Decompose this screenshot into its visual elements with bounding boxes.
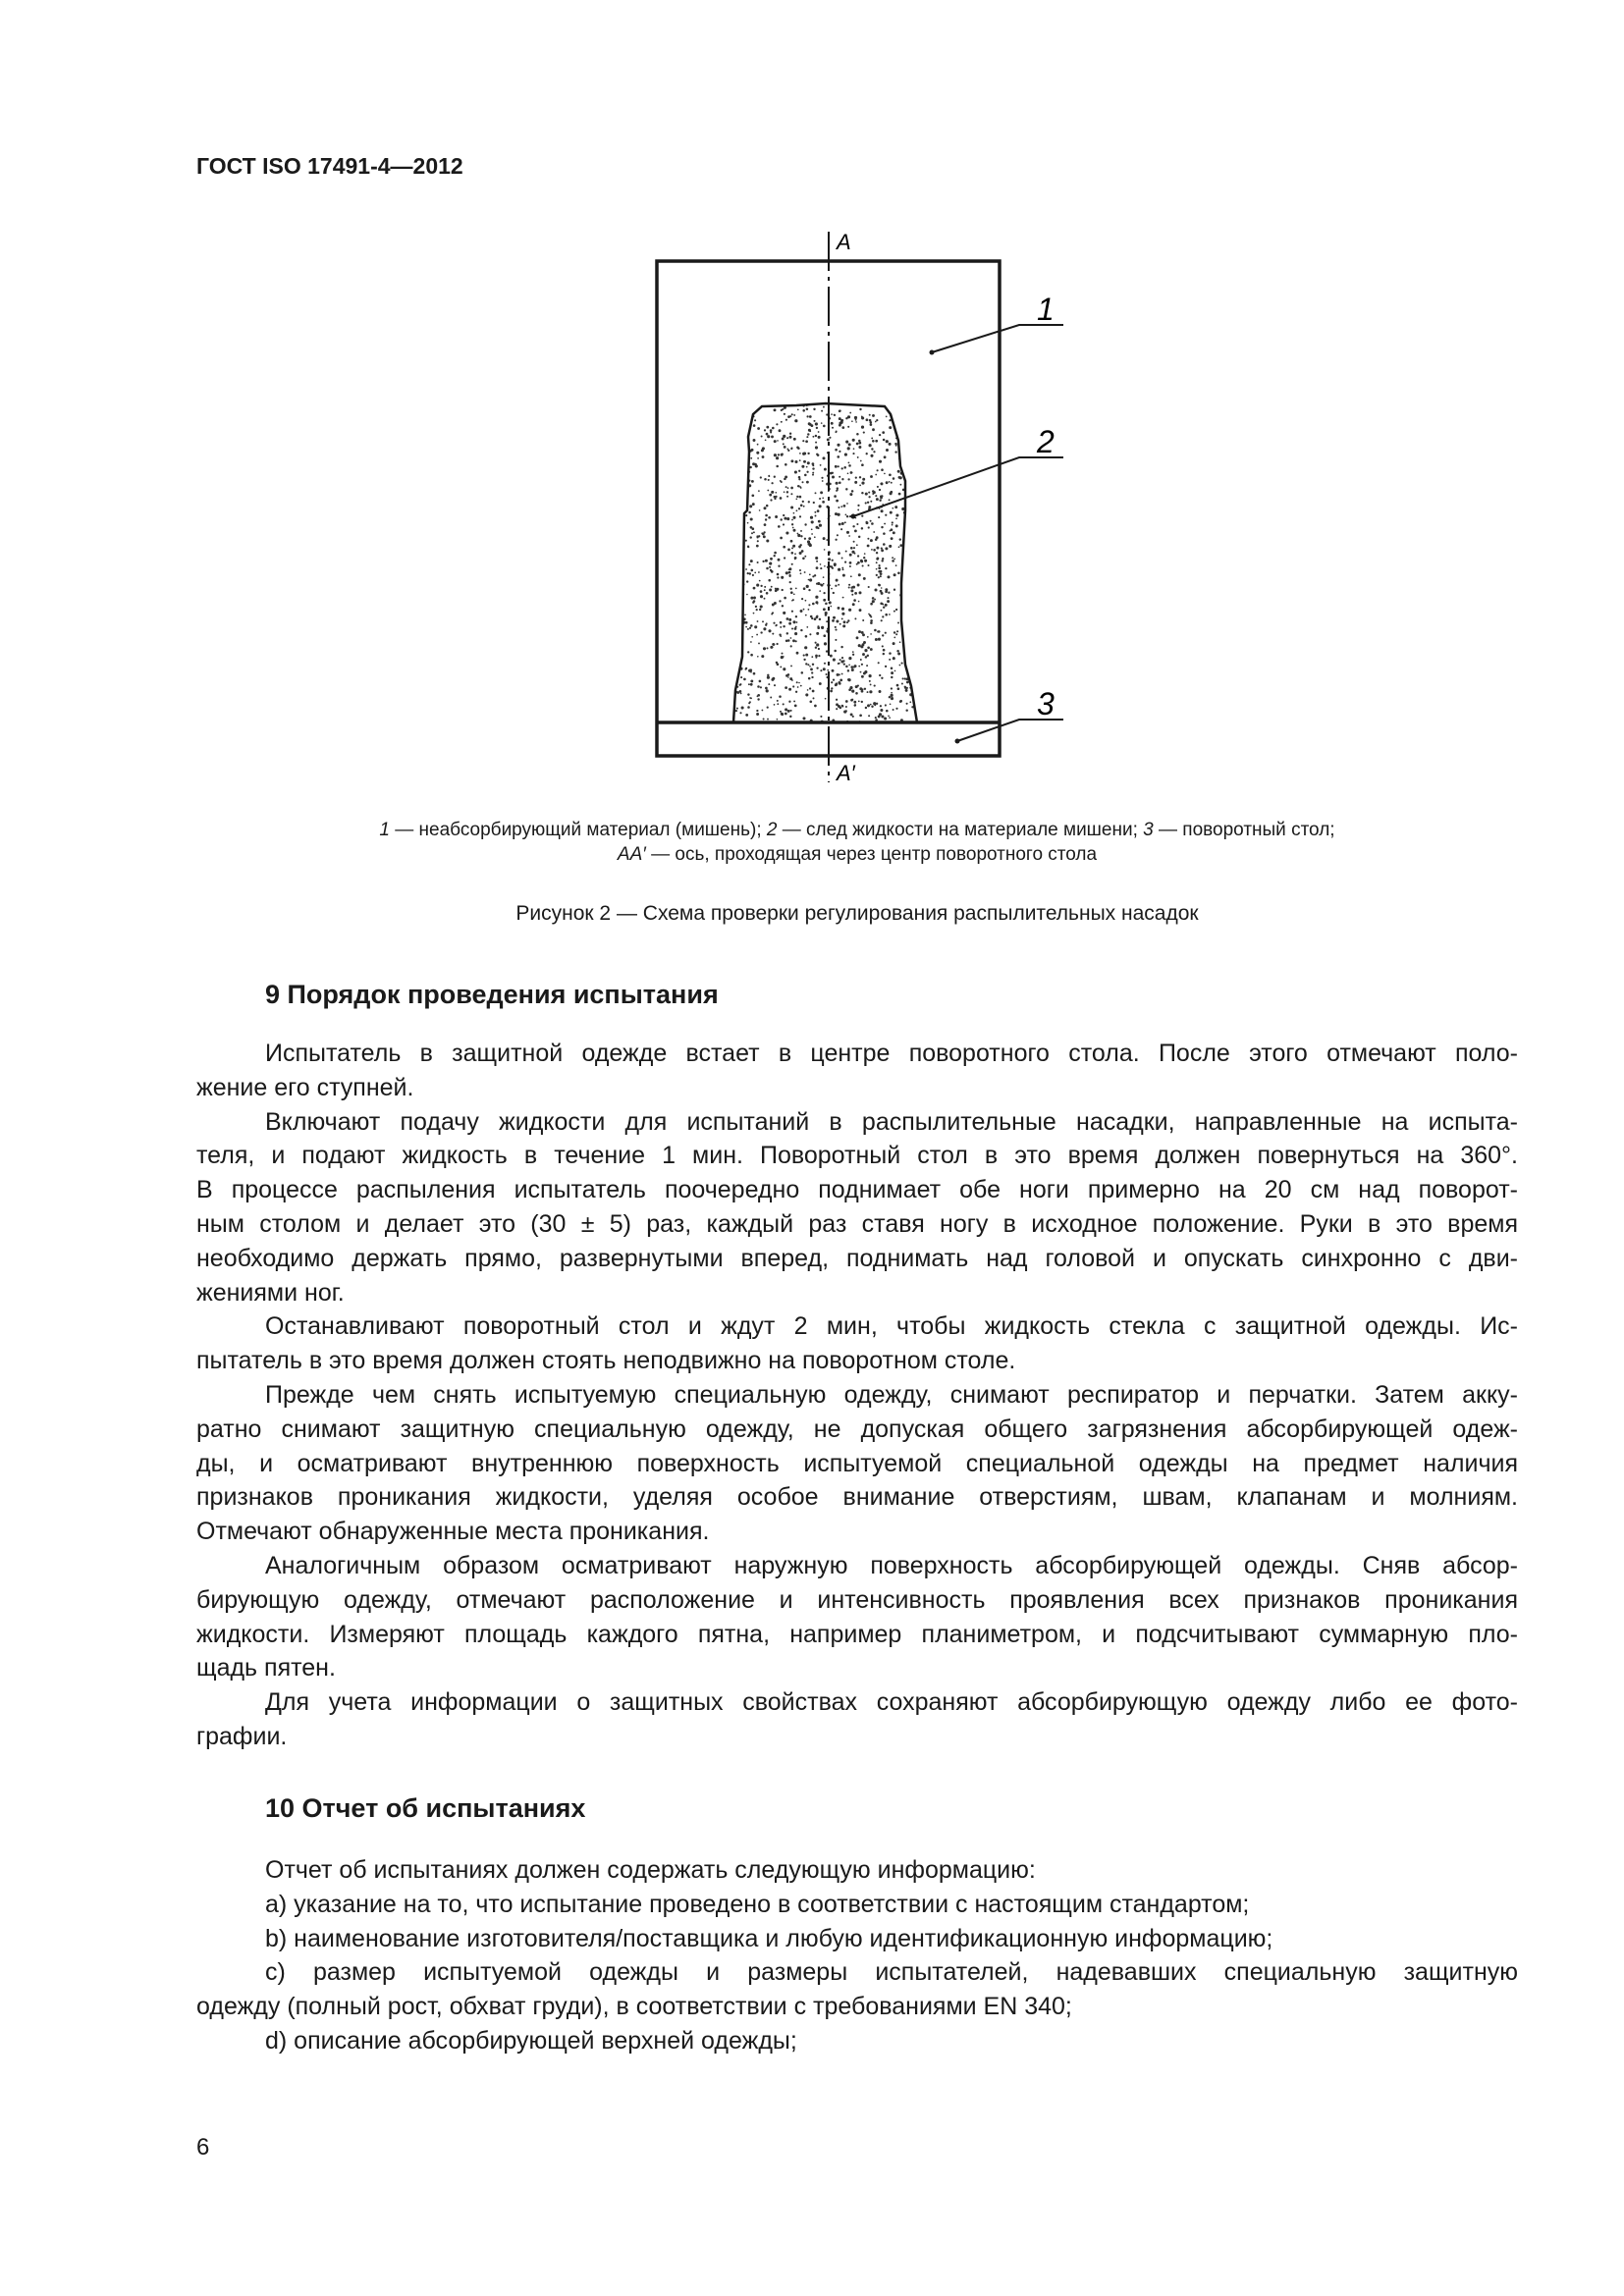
legend-key: 1 (379, 820, 390, 840)
text-line: Включают подачу жидкости для испытаний в распылительные насадки, направленные на испыта- (265, 1107, 1518, 1136)
text-line: признаков проникания жидкости, уделяя особое внимание отверстиям, швам, клапанам и молниям. (196, 1483, 1518, 1512)
text-line: щадь пятен. (196, 1654, 336, 1682)
paragraph (196, 1888, 1518, 1922)
paragraph (196, 1853, 1518, 1888)
liquid-stain (731, 400, 921, 726)
legend-key: AA′ (617, 844, 646, 865)
leader-3 (955, 686, 1064, 744)
legend-key: 2 (766, 820, 778, 840)
paragraph (196, 1922, 1518, 1956)
text-line: Для учета информации о защитных свойствах сохраняют абсорбирующую одежду либо ее фото- (265, 1688, 1518, 1717)
axis-label-bottom: A′ (837, 761, 855, 785)
paragraph (196, 1309, 1518, 1378)
text-line: жение его ступней. (196, 1073, 414, 1101)
paragraph (196, 2024, 1518, 2058)
text-line: Останавливают поворотный стол и ждут 2 мин, чтобы жидкость стекла с защитной одежды. Ис- (265, 1312, 1518, 1341)
text-line: ным столом и делает это (30 ± 5) раз, каждый раз ставя ногу в исходное положение. Руки в это время (196, 1209, 1518, 1238)
section-9-heading: 9 Порядок проведения испытания (265, 980, 719, 1009)
text-line: жидкости. Измеряют площадь каждого пятна, например планиметром, и подсчитывают суммарную пло- (196, 1620, 1518, 1648)
legend-line-2 (196, 842, 1518, 867)
section-10-body (196, 1853, 1518, 2058)
figure-2-diagram (0, 0, 1624, 805)
document-header: ГОСТ ISO 17491-4—2012 (196, 153, 463, 179)
text-line: пытатель в это время должен стоять неподвижно на поворотном столе. (196, 1347, 1016, 1375)
legend-text: — ось, проходящая через центр поворотного стола (645, 844, 1098, 865)
label-1: 1 (1037, 292, 1055, 327)
text-line: Прежде чем снять испытуемую специальную одежду, снимают респиратор и перчатки. Затем акку- (265, 1380, 1518, 1409)
text-line: В процессе распыления испытатель поочередно поднимает обе ноги примерно на 20 см над поворот- (196, 1176, 1518, 1204)
paragraph (196, 1955, 1518, 2024)
text-line: одежду (полный рост, обхват груди), в соответствии с требованиями EN 340; (196, 1993, 1072, 2021)
text-line: необходимо держать прямо, развернутыми вперед, поднимать над головой и опускать синхронно с дви- (196, 1244, 1518, 1272)
axis-label-top: A (837, 230, 851, 254)
leader-1 (930, 292, 1064, 355)
text-line: графии. (196, 1722, 288, 1750)
text-line: a) указание на то, что испытание проведено в соответствии с настоящим стандартом; (265, 1890, 1250, 1918)
text-line: Отчет об испытаниях должен содержать следующую информацию: (265, 1856, 1036, 1884)
legend-line-1 (196, 818, 1518, 842)
paragraph (196, 1685, 1518, 1754)
text-line: ды, и осматривают внутреннюю поверхность испытуемой специальной одежды на предмет наличия (196, 1449, 1518, 1477)
text-line: Испытатель в защитной одежде встает в центре поворотного стола. После этого отмечают поло- (265, 1040, 1518, 1067)
paragraph (196, 1105, 1518, 1310)
section-9-body (196, 1037, 1518, 1754)
label-3: 3 (1037, 686, 1055, 721)
figure-legend (196, 818, 1518, 867)
text-line: жениями ног. (196, 1278, 345, 1307)
text-line: d) описание абсорбирующей верхней одежды; (265, 2026, 797, 2055)
legend-text: — неабсорбирующий материал (мишень); (389, 820, 767, 840)
paragraph (196, 1378, 1518, 1549)
page-number: 6 (196, 2134, 210, 2161)
label-2: 2 (1037, 424, 1055, 459)
figure-caption: Рисунок 2 — Схема проверки регулирования распылительных насадок (515, 902, 1199, 925)
text-line: теля, и подают жидкость в течение 1 мин. Поворотный стол в это время должен повернуться на 360°. (196, 1142, 1518, 1170)
text-line: c) размер испытуемой одежды и размеры испытателей, надевавших специальную защитную (265, 1958, 1518, 1987)
text-line: b) наименование изготовителя/поставщика и любую идентификационную информацию; (265, 1924, 1273, 1952)
legend-key: 3 (1143, 820, 1154, 840)
paragraph (196, 1549, 1518, 1685)
text-line: бирующую одежду, отмечают расположение и интенсивность проявления всех признаков проникания (196, 1585, 1518, 1614)
legend-text: — след жидкости на материале мишени; (777, 820, 1144, 840)
text-line: Отмечают обнаруженные места проникания. (196, 1518, 710, 1546)
paragraph (196, 1037, 1518, 1105)
text-line: Аналогичным образом осматривают наружную поверхность абсорбирующей одежды. Сняв абсор- (265, 1551, 1518, 1579)
section-10-heading: 10 Отчет об испытаниях (265, 1793, 586, 1823)
text-line: ратно снимают защитную специальную одежду, не допуская общего загрязнения абсорбирующей одеж- (196, 1415, 1518, 1443)
legend-text: — поворотный стол; (1153, 820, 1335, 840)
